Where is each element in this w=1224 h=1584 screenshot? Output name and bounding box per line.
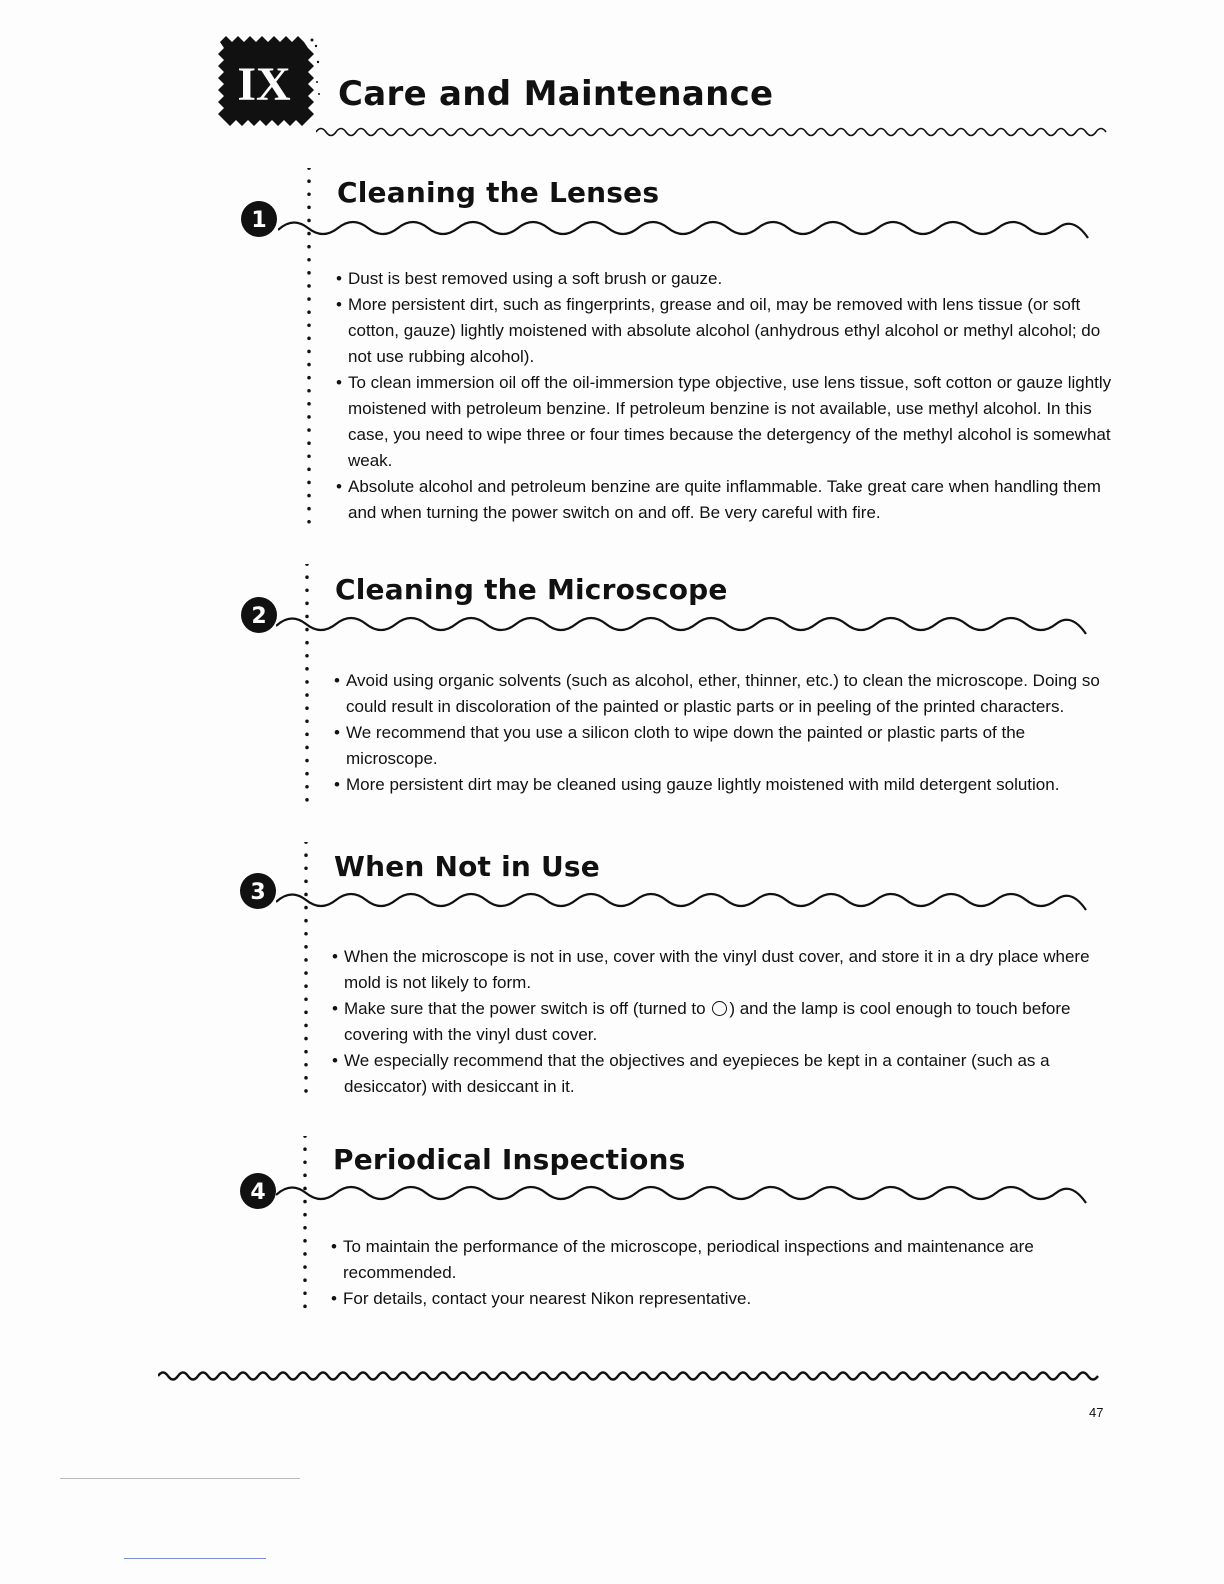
list-item bbox=[332, 996, 1118, 1048]
section-1-bullet-list bbox=[336, 266, 1116, 526]
list-item: • Dust is best removed using a soft brush or gauze. bbox=[336, 266, 1116, 292]
section-2-dotted-rule bbox=[304, 564, 310, 808]
section-2-wave-rule bbox=[276, 604, 1098, 638]
section-1-wave-rule bbox=[278, 208, 1100, 242]
section-3-wave-rule bbox=[276, 880, 1098, 914]
section-4-title: Periodical Inspections bbox=[333, 1143, 686, 1176]
chapter-title: Care and Maintenance bbox=[338, 74, 774, 114]
section-2-title: Cleaning the Microscope bbox=[335, 573, 728, 606]
section-3-number-badge bbox=[239, 872, 277, 910]
section-1-title: Cleaning the Lenses bbox=[337, 176, 660, 209]
list-item: • When the microscope is not in use, cover with the vinyl dust cover, and store it in a dry place where mold is not likely to form. bbox=[332, 944, 1118, 996]
list-item: • To clean immersion oil off the oil-immersion type objective, use lens tissue, soft cotton or gauze lightly moistened with petroleum benzine. If petroleum benzine is not available, use methyl alcohol. In this case, you need to wipe three or four times because the detergency of the methyl alcohol is somewhat weak. bbox=[336, 370, 1116, 474]
section-2-bullet-list bbox=[334, 668, 1120, 798]
list-item: • Avoid using organic solvents (such as alcohol, ether, thinner, etc.) to clean the microscope. Doing so could result in discoloration of the painted or plastic parts or in peeling of the printed characters. bbox=[334, 668, 1120, 720]
section-3-dotted-rule bbox=[303, 842, 309, 1104]
list-item: • To maintain the performance of the microscope, periodical inspections and maintenance are recommended. bbox=[331, 1234, 1117, 1286]
scan-artifact-line bbox=[124, 1558, 266, 1559]
footer-wave-rule bbox=[158, 1366, 1108, 1386]
page-number: 47 bbox=[1089, 1405, 1104, 1420]
section-4-number: 4 bbox=[250, 1180, 266, 1205]
chapter-badge bbox=[216, 34, 320, 130]
power-bullet-text-before: Make sure that the power switch is off (turned to bbox=[344, 999, 711, 1018]
section-3-title: When Not in Use bbox=[334, 850, 600, 883]
list-item: • More persistent dirt may be cleaned using gauze lightly moistened with mild detergent solution. bbox=[334, 772, 1120, 798]
section-4-dotted-rule bbox=[302, 1136, 308, 1314]
power-off-symbol-icon bbox=[712, 1001, 727, 1016]
section-4-wave-rule bbox=[276, 1173, 1098, 1207]
chapter-numeral: IX bbox=[237, 58, 291, 111]
section-4-number-badge bbox=[239, 1172, 277, 1210]
section-3-bullet-list bbox=[332, 944, 1118, 1100]
section-2-number-badge bbox=[240, 596, 278, 634]
section-4-bullet-list bbox=[331, 1234, 1117, 1312]
list-item: • We especially recommend that the objectives and eyepieces be kept in a container (such as a desiccator) with desiccant in it. bbox=[332, 1048, 1118, 1100]
list-item: • More persistent dirt, such as fingerprints, grease and oil, may be removed with lens tissue (or soft cotton, gauze) lightly moistened with absolute alcohol (anhydrous ethyl alcohol or methyl alcohol; do not use rubbing alcohol). bbox=[336, 292, 1116, 370]
power-bullet-text-after: ) and the lamp is cool enough to touch before covering with the vinyl dust cover. bbox=[344, 999, 1071, 1044]
list-item: • For details, contact your nearest Nikon representative. bbox=[331, 1286, 1117, 1312]
section-1-number-badge bbox=[240, 200, 278, 238]
chapter-wave-rule bbox=[316, 120, 1108, 140]
scan-artifact-line bbox=[60, 1478, 300, 1479]
section-1-dotted-rule bbox=[306, 168, 312, 530]
section-2-number: 2 bbox=[251, 604, 267, 629]
list-item: • We recommend that you use a silicon cloth to wipe down the painted or plastic parts of the microscope. bbox=[334, 720, 1120, 772]
section-1-number: 1 bbox=[251, 208, 267, 233]
list-item: • Absolute alcohol and petroleum benzine are quite inflammable. Take great care when handling them and when turning the power switch on and off. Be very careful with fire. bbox=[336, 474, 1116, 526]
section-3-number: 3 bbox=[250, 880, 266, 905]
